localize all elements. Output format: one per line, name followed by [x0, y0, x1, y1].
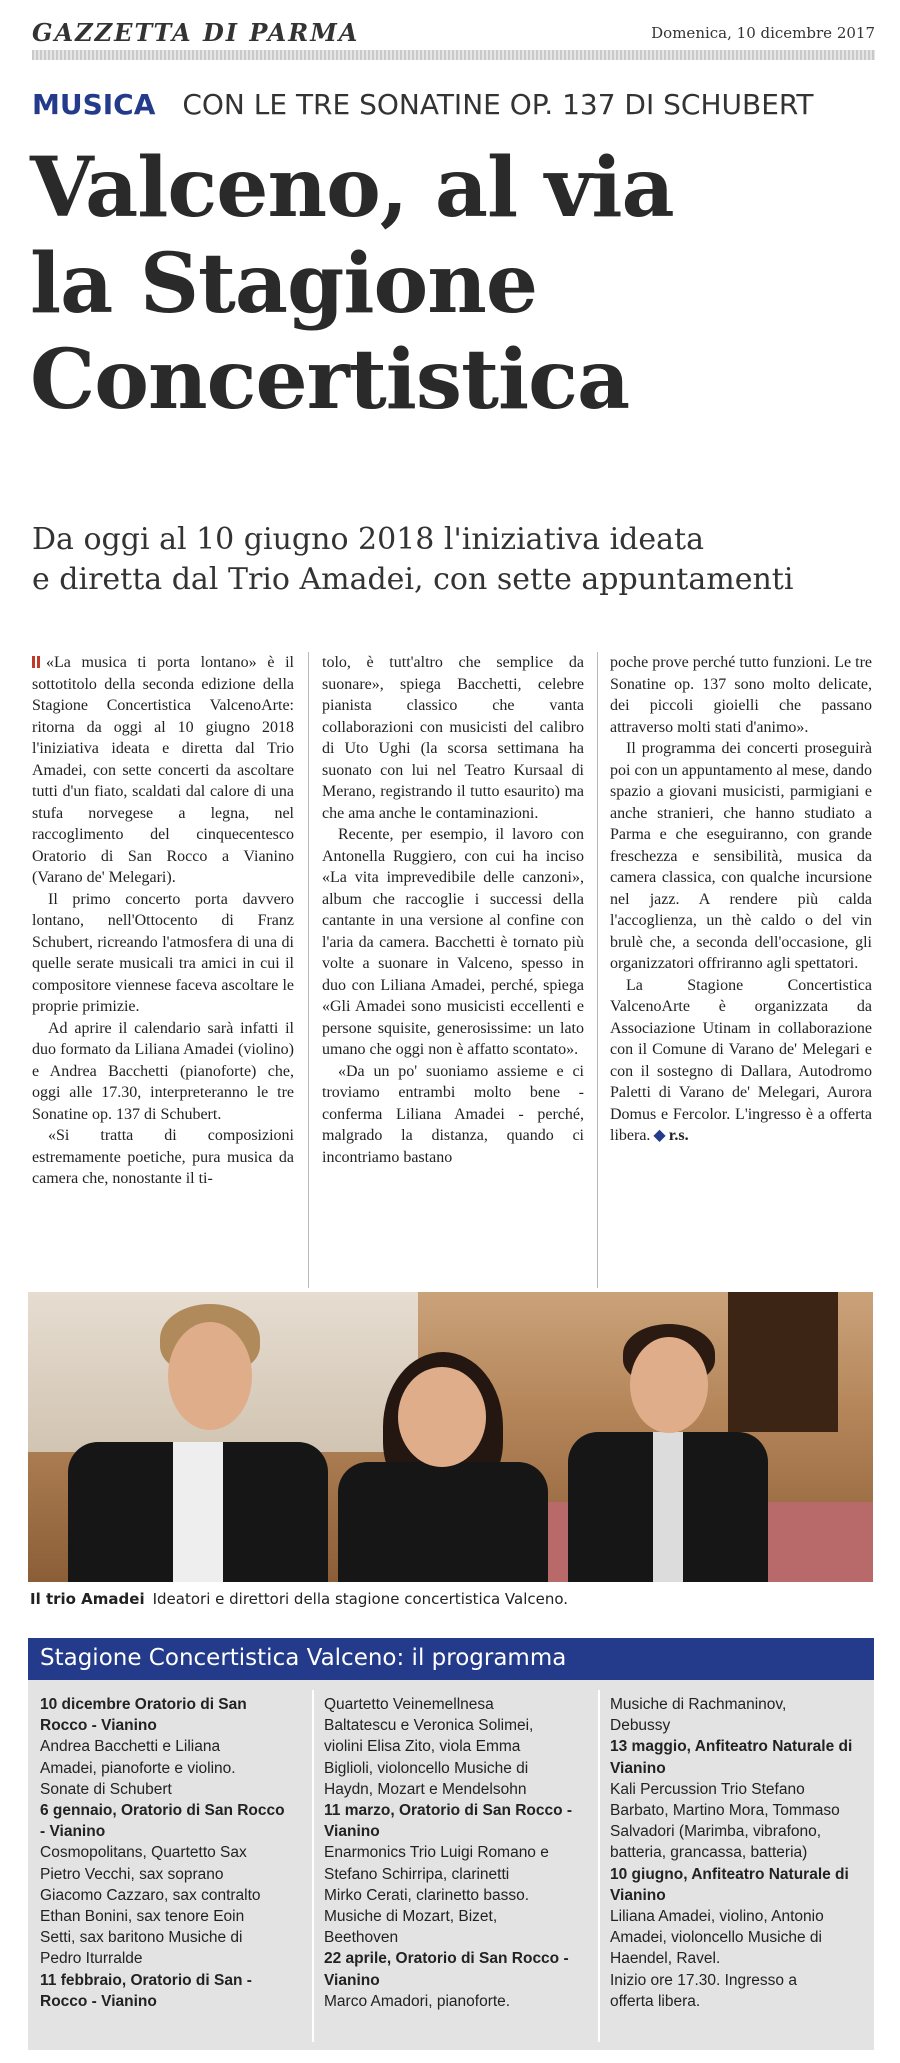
program-date-line: 6 gennaio, Oratorio di San Rocco	[40, 1802, 285, 1820]
program-detail-line: Ethan Bonini, sax tenore Eoin	[40, 1908, 245, 1926]
article-paragraph: Ad aprire il calendario sarà infatti il duo formato da Liliana Amadei (violino) e Andrea Bacchetti (pianoforte) che, oggi alle 17.30, interpreteranno le tre Sonatine op. 137 di Schubert.	[32, 1019, 294, 1123]
program-detail-line: Setti, sax baritono Musiche di	[40, 1929, 243, 1947]
masthead-rule	[32, 50, 875, 60]
program-detail-line: Giacomo Cazzaro, sax contralto	[40, 1886, 261, 1904]
program-detail-line: Haendel, Ravel.	[610, 1950, 721, 1968]
program-detail-line: Enarmonics Trio Luigi Romano e	[324, 1844, 549, 1862]
program-column-1	[40, 1694, 302, 2044]
program-detail-line: violini Elisa Zito, viola Emma	[324, 1738, 521, 1756]
program-detail-line: Amadei, violoncello Musiche di	[610, 1929, 822, 1947]
article-paragraph: La Stagione Concertistica ValcenoArte è organizzata da Associazione Utinam in collaborazione con il Comune di Varano de' Melegari e con il sostegno di Dallara, Autodromo Paletti di Varano de' Melegari, Aurora Domus e Fercolor. L'ingresso è a offerta libera. ◆ r.s.	[610, 976, 872, 1144]
kicker-text: CON LE TRE SONATINE OP. 137 DI SCHUBERT	[182, 88, 814, 121]
program-detail-line: Andrea Bacchetti e Liliana	[40, 1738, 221, 1756]
program-detail-line: Sonate di Schubert	[40, 1780, 172, 1798]
author-signature: r.s.	[668, 1127, 689, 1144]
program-detail-line: Pedro Iturralde	[40, 1950, 143, 1968]
headline	[30, 140, 870, 428]
article-paragraph: poche prove perché tutto funzioni. Le tre Sonatine op. 137 sono molto delicate, dei piccoli gioielli che passano attraverso molti stati d'animo».	[610, 654, 872, 736]
column-divider	[597, 652, 598, 1288]
program-detail-line: Barbato, Martino Mora, Tommaso	[610, 1802, 840, 1820]
headline-line: Concertistica	[30, 332, 630, 428]
article-paragraph: «La musica ti porta lontano» è il sottotitolo della seconda edizione della Stagione Concertistica ValcenoArte: ritorna da oggi al 10 giugno 2018 l'iniziativa ideata e diretta dal Trio Amadei, con sette concerti da ascoltare tutti d'un fiato, scaldati dal calore di una stufa norvegese a legna, nel raccoglimento del cinquecentesco Oratorio di San Rocco a Vianino (Varano de' Melegari).	[32, 654, 294, 886]
program-detail-line: Stefano Schirripa, clarinetti	[324, 1865, 510, 1883]
program-detail-line: Baltatescu e Veronica Solimei,	[324, 1717, 534, 1735]
newspaper-name: GAZZETTA DI PARMA	[32, 18, 360, 47]
program-detail-line: Beethoven	[324, 1929, 399, 1947]
program-detail-line: Mirko Cerati, clarinetto basso.	[324, 1886, 530, 1904]
article-column-2	[322, 652, 584, 1288]
end-diamond-icon: ◆	[653, 1127, 666, 1144]
paragraph-marker-icon	[32, 656, 42, 668]
program-date-line: - Vianino	[40, 1823, 106, 1841]
article-paragraph: Il programma dei concerti proseguirà poi con un appuntamento al mese, dando spazio a giovani musicisti, parmigiani e anche stranieri, che hanno studiato a Parma e che eseguiranno, con grande freschezza e sensibilità, musica da camera classica, con qualche incursione nel jazz. A rendere più calda l'accoglienza, un thè caldo o del vin brulè che, a seconda dell'occasione, gli organizzatori offriranno agli spettatori.	[610, 740, 872, 972]
program-detail-line: Musiche di Rachmaninov,	[610, 1696, 787, 1713]
program-detail-line: Amadei, pianoforte e violino.	[40, 1759, 236, 1777]
issue-date: Domenica, 10 dicembre 2017	[651, 24, 875, 42]
program-date-line: Rocco - Vianino	[40, 1717, 157, 1735]
program-date-line: 11 marzo, Oratorio di San Rocco -	[324, 1802, 573, 1820]
program-detail-line: Kali Percussion Trio Stefano	[610, 1780, 805, 1798]
article-paragraph: Il primo concerto porta davvero lontano, nell'Ottocento di Franz Schubert, ricreando l'atmosfera di una di quelle serate musicali tra amici in cui il compositore viennese faceva ascoltare le proprie primizie.	[32, 890, 294, 1015]
photo-caption	[30, 1590, 875, 1608]
caption-text: Ideatori e direttori della stagione concertistica Valceno.	[152, 1590, 569, 1608]
article-column-3	[610, 652, 872, 1288]
article-column-1	[32, 652, 294, 1288]
program-detail-line: Haydn, Mozart e Mendelsohn	[324, 1780, 527, 1798]
program-date-line: Vianino	[324, 1823, 380, 1841]
program-detail-line: Quartetto Veinemellnesa	[324, 1696, 494, 1713]
program-detail-line: Musiche di Mozart, Bizet,	[324, 1908, 498, 1926]
program-date-line: Vianino	[324, 1971, 380, 1989]
program-detail-line: Salvadori (Marimba, vibrafono,	[610, 1823, 822, 1841]
program-detail-line: Marco Amadori, pianoforte.	[324, 1992, 511, 2010]
program-detail-line: Inizio ore 17.30. Ingresso a	[610, 1971, 797, 1989]
program-detail-line: Cosmopolitans, Quartetto Sax	[40, 1844, 247, 1862]
program-detail-line: batteria, grancassa, batteria)	[610, 1844, 808, 1862]
program-divider	[312, 1690, 314, 2042]
trio-photo	[28, 1292, 873, 1582]
subheadline	[32, 520, 882, 600]
program-title: Stagione Concertistica Valceno: il programma	[40, 1645, 567, 1671]
subheadline-line: e diretta dal Trio Amadei, con sette appuntamenti	[32, 562, 794, 597]
headline-line: Valceno, al via	[30, 140, 674, 236]
program-date-line: Rocco - Vianino	[40, 1992, 157, 2010]
article-paragraph: Recente, per esempio, il lavoro con Antonella Ruggiero, con cui ha inciso «La vita imprevedibile delle canzoni», album che raccoglie i successi della cantante in una versione al confine con l'aria da camera. Bacchetti è tornato più volte a suonare in Valceno, spesso in duo con Liliana Amadei, perché, spiega «Gli Amadei sono musicisti eccellenti e persone squisite, generosissime: un lato umano che oggi non è affatto scontato».	[322, 826, 584, 1058]
program-detail-line: Pietro Vecchi, sax soprano	[40, 1865, 224, 1883]
program-detail-line: Debussy	[610, 1717, 671, 1735]
program-date-line: 22 aprile, Oratorio di San Rocco -	[324, 1950, 569, 1968]
headline-line: la Stagione	[30, 236, 538, 332]
person-center	[328, 1292, 558, 1582]
kicker	[32, 88, 813, 124]
person-right	[568, 1292, 768, 1582]
column-divider	[308, 652, 309, 1288]
program-divider	[598, 1690, 600, 2042]
program-date-line: 13 maggio, Anfiteatro Naturale di	[610, 1738, 853, 1756]
program-date-line: 10 dicembre Oratorio di San	[40, 1696, 247, 1713]
article-body	[32, 652, 874, 1288]
article-paragraph: tolo, è tutt'altro che semplice da suonare», spiega Bacchetti, celebre pianista classico che vanta collaborazioni con musicisti del calibro di Uto Ughi (la scorsa settimana ha suonato con lui nel Teatro Kursaal di Merano, registrando il tutto esaurito) ma che ama anche le contaminazioni.	[322, 654, 584, 822]
person-left	[68, 1292, 328, 1582]
program-detail-line: offerta libera.	[610, 1992, 701, 2010]
article-paragraph: «Da un po' suoniamo assieme e ci troviamo entrambi molto bene - conferma Liliana Amadei - perché, malgrado la distanza, quando ci incontriamo bastano	[322, 1062, 584, 1166]
program-detail-line: Liliana Amadei, violino, Antonio	[610, 1908, 824, 1926]
program-detail-line: Biglioli, violoncello Musiche di	[324, 1759, 529, 1777]
program-box	[28, 1638, 874, 2050]
program-date-line: Vianino	[610, 1886, 666, 1904]
program-column-2	[324, 1694, 586, 2044]
program-column-3	[610, 1694, 872, 2044]
section-label: MUSICA	[32, 88, 156, 121]
subheadline-line: Da oggi al 10 giugno 2018 l'iniziativa ideata	[32, 522, 704, 557]
program-date-line: Vianino	[610, 1759, 666, 1777]
masthead	[32, 18, 875, 60]
program-date-line: 10 giugno, Anfiteatro Naturale di	[610, 1865, 849, 1883]
program-date-line: 11 febbraio, Oratorio di San -	[40, 1971, 252, 1989]
caption-title: Il trio Amadei	[30, 1590, 145, 1608]
article-paragraph: «Si tratta di composizioni estremamente poetiche, pura musica da camera che, nonostante il ti-	[32, 1127, 294, 1187]
program-title-bar	[28, 1638, 874, 1680]
